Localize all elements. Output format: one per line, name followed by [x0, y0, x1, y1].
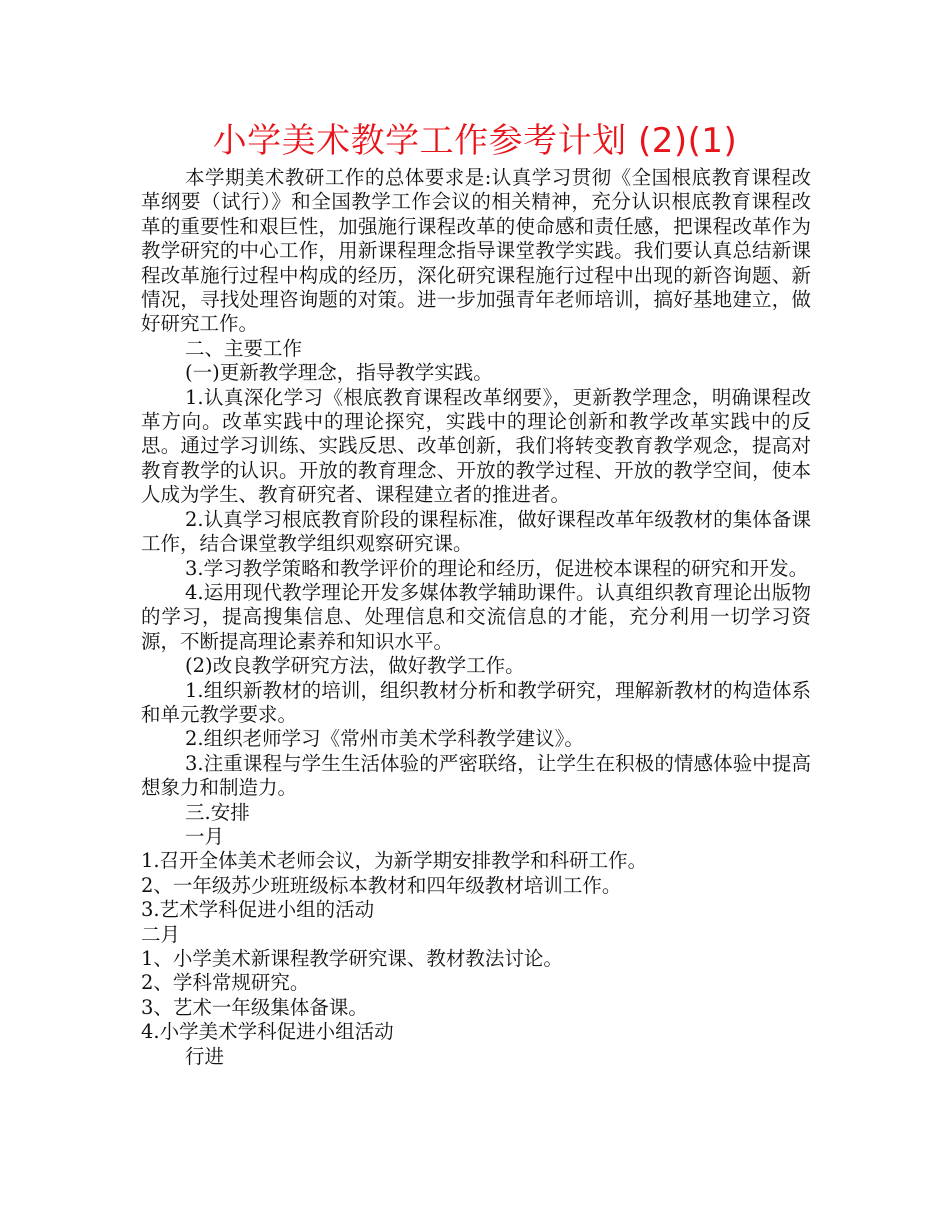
paragraph: 1.召开全体美术老师会议，为新学期安排教学和科研工作。 [141, 849, 648, 873]
paragraph: 1.组织新教材的培训，组织教材分析和教学研究，理解新教材的构造体系和单元教学要求。 [141, 678, 811, 726]
paragraph: 3.艺术学科促进小组的活动 [141, 898, 375, 922]
paragraph: 三.安排 [185, 800, 250, 824]
paragraph: 2、一年级苏少班班级标本教材和四年级教材培训工作。 [141, 873, 622, 897]
paragraph: 3.注重课程与学生生活体验的严密联络，让学生在积极的情感体验中提高想象力和制造力。 [141, 751, 811, 800]
document-body [141, 166, 811, 1069]
paragraph: 1.认真深化学习《根底教育课程改革纲要》，更新教学理念，明确课程改革方向。改革实践中的理论探究，实践中的理论创新和教学改革实践中的反思。通过学习训练、实践反思、改革创新，我们将转变教育教学观念，提高对教育教学的认识。开放的教育理念、开放的教学过程、开放的教学空间，使本人成为学生、教育研究者、课程建立者的推进者。 [141, 385, 811, 507]
paragraph: 1、小学美术新课程教学研究课、教材教法讨论。 [141, 947, 563, 970]
paragraph: 4.运用现代教学理论开发多媒体教学辅助课件。认真组织教育理论出版物的学习，提高搜集信息、处理信息和交流信息的才能，充分利用一切学习资源，不断提高理论素养和知识水平。 [141, 580, 811, 653]
paragraph: 二、主要工作 [185, 336, 303, 360]
paragraph: 2、学科常规研究。 [141, 971, 310, 995]
paragraph: 本学期美术教研工作的总体要求是:认真学习贯彻《全国根底教育课程改革纲要（试行）》和全国教学工作会议的相关精神，充分认识根底教育课程改革的重要性和艰巨性，加强施行课程改革的使命感和责任感，把课程改革作为教学研究的中心工作，用新课程理念指导课堂教学实践。我们要认真总结新课程改革施行过程中构成的经历，深化研究课程施行过程中出现的新咨询题、新情况，寻找处理咨询题的对策。进一步加强青年老师培训，搞好基地建立，做好研究工作。 [141, 166, 811, 336]
paragraph: 2.组织老师学习《常州市美术学科教学建议》。 [185, 727, 584, 751]
paragraph: 二月 [141, 922, 181, 946]
paragraph: (一)更新教学理念，指导教学实践。 [185, 361, 493, 385]
document-title: 小学美术教学工作参考计划 (2)(1) [212, 121, 738, 161]
paragraph: 3.学习教学策略和教学评价的理论和经历，促进校本课程的研究和开发。 [185, 556, 809, 580]
paragraph: 一月 [185, 824, 225, 848]
paragraph: 2.认真学习根底教育阶段的课程标准，做好课程改革年级教材的集体备课工作，结合课堂教学组织观察研究课。 [141, 507, 811, 556]
paragraph: 4.小学美术学科促进小组活动 [141, 1020, 394, 1044]
paragraph: 行进 [185, 1044, 225, 1068]
paragraph: (2)改良教学研究方法，做好教学工作。 [185, 654, 525, 678]
paragraph: 3、艺术一年级集体备课。 [141, 995, 368, 1019]
